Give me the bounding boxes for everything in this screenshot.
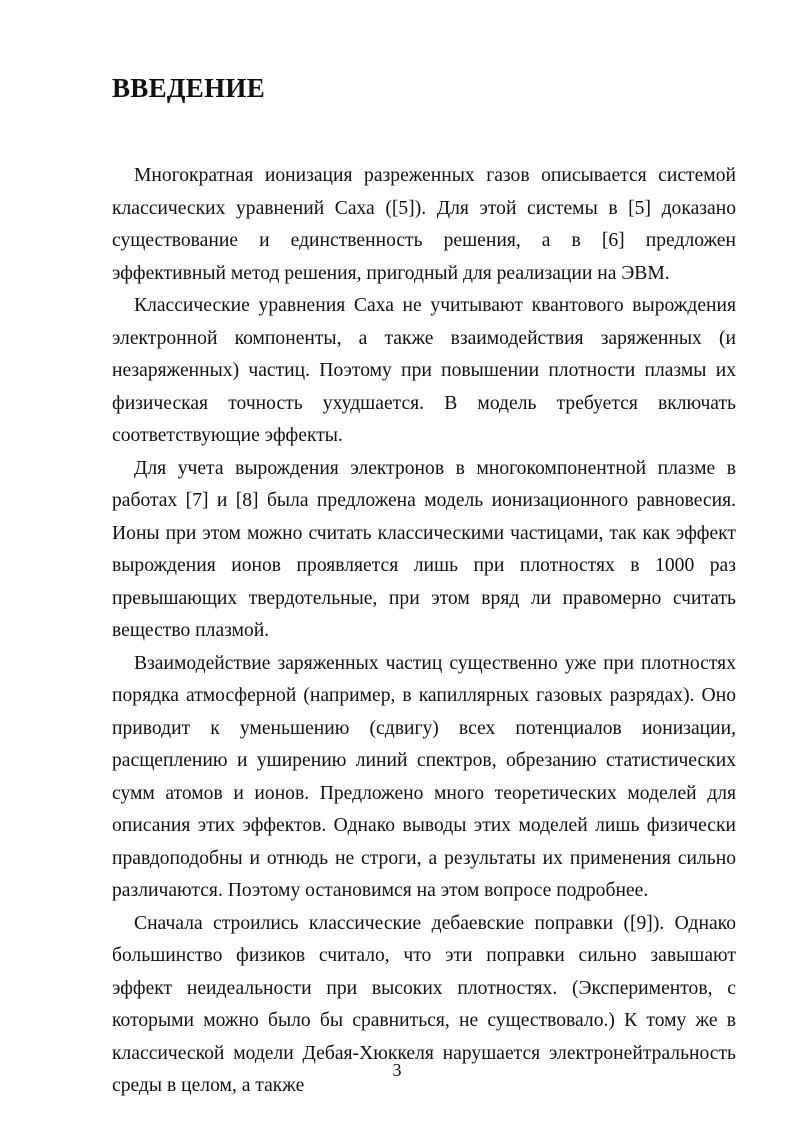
body-text: [112, 160, 736, 1103]
paragraph-4: Взаимодействие заряженных частиц существенно уже при плотностях порядка атмосферной (например, в капиллярных газовых разрядах). Оно приводит к уменьшению (сдвигу) всех потенциалов ионизации, расщеплению и уширению линий спектров, обрезанию статистических сумм атомов и ионов. Предложено много теоретических моделей для описания этих эффектов. Однако выводы этих моделей лишь физически правдоподобны и отнюдь не строги, а результаты их применения сильно различаются. Поэтому остановимся на этом вопросе подробнее.: [112, 652, 736, 901]
paragraph-2: Классические уравнения Саха не учитывают квантового вырождения электронной компоненты, а также взаимодействия заряженных (и незаряженных) частиц. Поэтому при повышении плотности плазмы их физическая точность ухудшается. В модель требуется включать соответствующие эффекты.: [112, 295, 736, 446]
paragraph-5: Сначала строились классические дебаевские поправки ([9]). Однако большинство физиков считало, что эти поправки сильно завышают эффект неидеальности при высоких плотностях. (Экспериментов, с которыми можно было бы сравниться, не существовало.) К тому же в классической модели Дебая-Хюккеля нарушается электронейтральность среды в целом, а также: [112, 912, 736, 1096]
section-heading: ВВЕДЕНИЕ: [112, 73, 266, 103]
page-number: 3: [392, 1060, 402, 1080]
paragraph-1: Многократная ионизация разреженных газов описывается системой классических уравнений Саха ([5]). Для этой системы в [5] доказано существование и единственность решения, а в [6] предложен эффективный метод решения, пригодный для реализации на ЭВМ.: [112, 165, 736, 284]
paragraph-3: Для учета вырождения электронов в многокомпонентной плазме в работах [7] и [8] была предложена модель ионизационного равновесия. Ионы при этом можно считать классическими частицами, так как эффект вырождения ионов проявляется лишь при плотностях в 1000 раз превышающих твердотельные, при этом вряд ли правомерно считать вещество плазмой.: [112, 457, 736, 641]
